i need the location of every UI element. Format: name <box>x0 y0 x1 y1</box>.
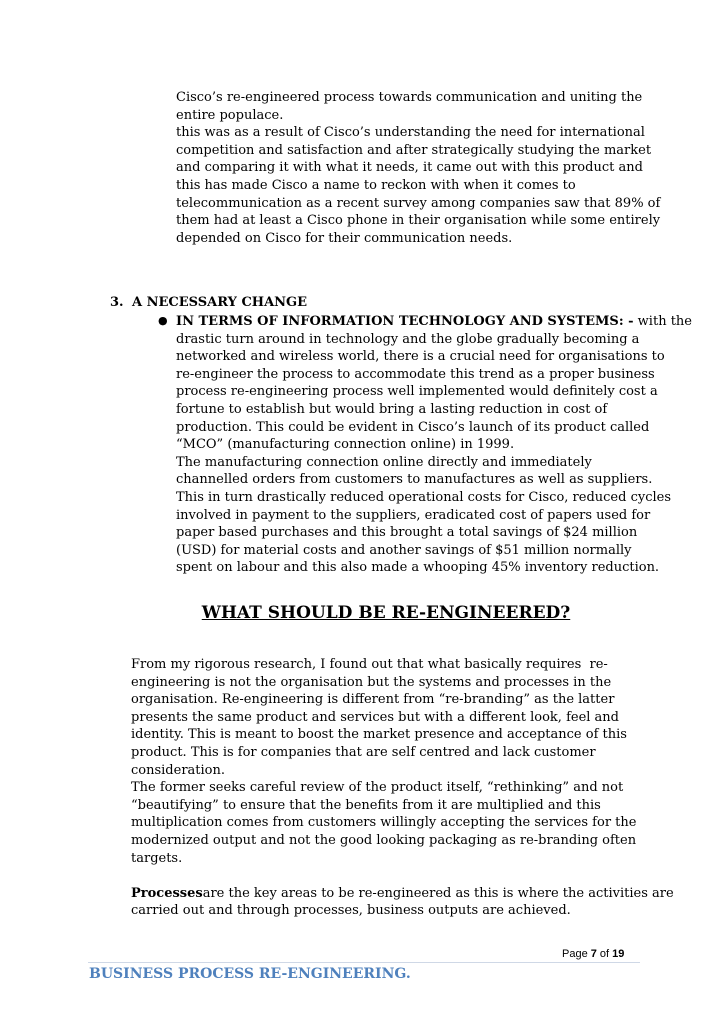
section-3-body <box>176 313 692 577</box>
section-3-heading <box>110 295 307 310</box>
intro-line: Cisco’s re-engineered process towards communication and uniting the <box>176 90 643 105</box>
section-3-line: drastic turn around in technology and the globe gradually becoming a <box>176 331 640 347</box>
body-line: product. This is for companies that are self centred and lack customer <box>131 744 596 760</box>
blank-line <box>131 867 674 885</box>
body-line: consideration. <box>131 762 226 778</box>
body-line: multiplication comes from customers willingly accepting the services for the <box>131 815 637 831</box>
footer-title: BUSINESS PROCESS RE-ENGINEERING. <box>89 966 411 982</box>
processes-text: are the key areas to be re-engineered as this is where the activities are <box>202 885 674 901</box>
intro-paragraph <box>176 89 660 247</box>
section-3-line: networked and wireless world, there is a crucial need for organisations to <box>176 349 665 365</box>
section-heading: WHAT SHOULD BE RE-ENGINEERED? <box>201 603 571 623</box>
footer-divider <box>88 962 640 963</box>
section-3-line: re-engineer the process to accommodate this trend as a proper business <box>176 366 655 382</box>
intro-line: depended on Cisco for their communication needs. <box>176 230 513 246</box>
bullet-lead: IN TERMS OF INFORMATION TECHNOLOGY AND SYSTEMS: - <box>176 314 634 329</box>
body-line: organisation. Re-engineering is different from “re-branding” as the latter <box>131 692 615 708</box>
body-line: targets. <box>131 850 183 866</box>
body-line: “beautifying” to ensure that the benefits from it are multiplied and this <box>131 797 601 813</box>
section-3-line: This in turn drastically reduced operational costs for Cisco, reduced cycles <box>176 489 672 505</box>
section-3-line: involved in payment to the suppliers, eradicated cost of papers used for <box>176 507 651 523</box>
section-3-line: channelled orders from customers to manufactures as well as suppliers. <box>176 472 653 488</box>
intro-line: telecommunication as a recent survey among companies saw that 89% of <box>176 195 661 211</box>
intro-line: this was as a result of Cisco’s understanding the need for international <box>176 125 645 141</box>
page-total: 19 <box>612 948 625 960</box>
bullet-icon: ● <box>158 314 168 327</box>
section-3-line: “MCO” (manufacturing connection online) in 1999. <box>176 437 515 453</box>
section-3-line: process re-engineering process well implemented would definitely cost a <box>176 384 658 400</box>
intro-line: them had at least a Cisco phone in their organisation while some entirely <box>176 213 661 229</box>
bullet-lead-rest: with the <box>633 314 692 329</box>
section-3-line: production. This could be evident in Cisco’s launch of its product called <box>176 419 650 435</box>
intro-line: entire populace. <box>176 107 284 123</box>
body-line: From my rigorous research, I found out that what basically requires re- <box>131 657 608 672</box>
intro-line: competition and satisfaction and after strategically studying the market <box>176 142 652 158</box>
page-label: Page <box>562 948 591 960</box>
body-line: identity. This is meant to boost the market presence and acceptance of this <box>131 727 627 743</box>
section-3-line: paper based purchases and this brought a total savings of $24 million <box>176 525 638 541</box>
section-3-line: The manufacturing connection online directly and immediately <box>176 454 592 470</box>
section-title: A NECESSARY CHANGE <box>132 295 308 310</box>
intro-line: and comparing it with what it needs, it came out with this product and <box>176 160 643 176</box>
section-3-line: (USD) for material costs and another savings of $51 million normally <box>176 542 632 558</box>
section-3-line: fortune to establish but would bring a lasting reduction in cost of <box>176 401 608 417</box>
page-current: 7 <box>590 948 597 960</box>
page-of: of <box>596 948 613 960</box>
processes-line-2: carried out and through processes, business outputs are achieved. <box>131 903 571 919</box>
section-3-first-line <box>176 313 692 331</box>
reengineering-paragraph <box>131 656 674 920</box>
processes-line <box>131 885 674 903</box>
section-3-line: spent on labour and this also made a whooping 45% inventory reduction. <box>176 560 660 576</box>
intro-line: this has made Cisco a name to reckon with when it comes to <box>176 177 576 193</box>
body-line: The former seeks careful review of the product itself, “rethinking” and not <box>131 780 624 796</box>
section-number: 3. <box>110 295 124 310</box>
body-line: modernized output and not the good looking packaging as re-branding often <box>131 832 637 848</box>
processes-term: Processes <box>131 885 203 901</box>
body-line: engineering is not the organisation but the systems and processes in the <box>131 674 612 690</box>
page-number <box>562 948 624 960</box>
body-line: presents the same product and services but with a different look, feel and <box>131 709 620 725</box>
